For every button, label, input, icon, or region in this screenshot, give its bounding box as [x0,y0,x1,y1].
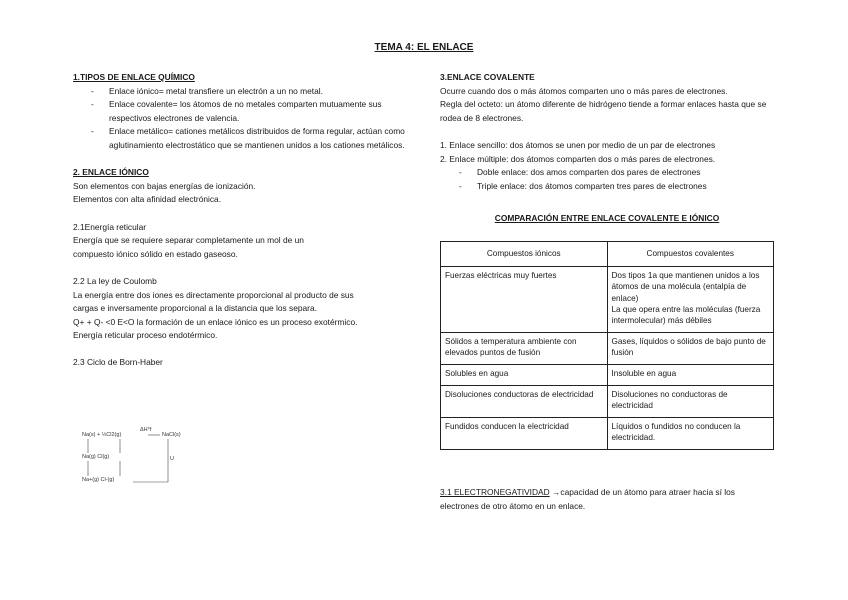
list-item: - Triple enlace: dos átomos comparten tres pares de electrones [440,180,785,194]
table-row [441,267,774,333]
table-cell: Fuerzas eléctricas muy fuertes [441,267,608,333]
coulomb-formula: Q+ + Q- <0 E<O la formación de un enlace iónico es un proceso exotérmico. [73,316,358,327]
section-1-heading: 1.TIPOS DE ENLACE QUÍMICO [73,72,195,82]
table-cell: Solubles en agua [441,365,608,386]
table-header-row [441,242,774,267]
section-2-1-heading: 2.1Energía reticular [73,221,147,232]
born-haber-diagram [78,425,228,495]
electronegativity-block [440,486,760,513]
table-header: Compuestos iónicos [441,242,608,267]
table-row [441,333,774,365]
body-text: Elementos con alta afinidad electrónica. [73,194,222,205]
table-row [441,365,774,386]
section-3-1-heading: 3.1 ELECTRONEGATIVIDAD [440,487,550,497]
comparison-table [440,241,774,450]
table-cell: Disoluciones no conductoras de electricidad [607,386,774,418]
body-text: Energía reticular proceso endotérmico. [73,330,218,341]
diagram-arrows [78,425,228,495]
section-2-heading: 2. ENLACE IÓNICO [73,167,149,178]
list-item: 2. Enlace múltiple: dos átomos comparten dos o más pares de electrones. [440,153,716,164]
table-cell: Gases, líquidos o sólidos de bajo punto de fusión [607,333,774,365]
diagram-label: U [170,456,174,462]
diagram-label: Na(g) Cl(g) [82,454,110,460]
left-column [73,71,413,370]
diagram-label: Na+(g) Cl-(g) [82,477,115,483]
section-2-2-heading: 2.2 La ley de Coulomb [73,275,157,286]
bond-types-list [73,85,413,153]
body-text: Son elementos con bajas energías de ionización. [73,180,256,191]
body-text: →capacidad de un átomo para atraer hacia sí los electrones de otro átomo en un enlace. [440,487,735,511]
diagram-label: NaCl(s) [162,432,181,438]
list-item: - Enlace metálico= cationes metálicos distribuidos de forma regular, actúan como aglutinamiento electrostático que se mantienen unidos a los cationes metálicos. [73,125,413,152]
section-2-3-heading: 2.3 Ciclo de Born-Haber [73,357,163,368]
right-column [440,71,785,193]
table-cell: Fundidos conducen la electricidad [441,418,608,450]
multiple-bond-list [440,166,785,193]
list-item: 1. Enlace sencillo: dos átomos se unen por medio de un par de electrones [440,139,716,150]
list-item: - Doble enlace: dos amos comparten dos pares de electrones [440,166,785,180]
comparison-heading: COMPARACIÓN ENTRE ENLACE COVALENTE E IÓNICO [494,213,720,223]
body-text: Regla del octeto: un átomo diferente de hidrógeno tiende a formar enlaces hasta que se rodea de 8 electrones. [440,99,767,123]
table-cell: Insoluble en agua [607,365,774,386]
table-cell: Sólidos a temperatura ambiente con elevados puntos de fusión [441,333,608,365]
table-cell: Líquidos o fundidos no conducen la electricidad. [607,418,774,450]
table-row [441,418,774,450]
section-3-heading: 3.ENLACE COVALENTE [440,72,535,82]
diagram-label: ΔH°f [140,427,152,433]
diagram-label: Na(s) + ½Cl2(g) [82,432,122,438]
table-header: Compuestos covalentes [607,242,774,267]
table-row [441,386,774,418]
body-text: La energía entre dos iones es directamente proporcional al producto de sus cargas e inversamente proporcional a la distancia que los separa. [73,289,354,314]
table-cell: Disoluciones conductoras de electricidad [441,386,608,418]
list-item: - Enlace covalente= los átomos de no metales comparten mutuamente sus respectivos electrones de valencia. [73,98,413,125]
body-text: Energía que se requiere separar completamente un mol de un compuesto iónico sólido en estado gaseoso. [73,235,304,259]
table-cell: Dos tipos 1a que mantienen unidos a los átomos de una molécula (entalpía de enlace) La que opera entre las moléculas (fuerza intermolecular) más débiles [607,267,774,333]
list-item: - Enlace iónico= metal transfiere un electrón a un no metal. [73,85,413,99]
body-text: Ocurre cuando dos o más átomos comparten uno o más pares de electrones. [440,85,728,96]
page-title: TEMA 4: EL ENLACE [374,42,474,53]
